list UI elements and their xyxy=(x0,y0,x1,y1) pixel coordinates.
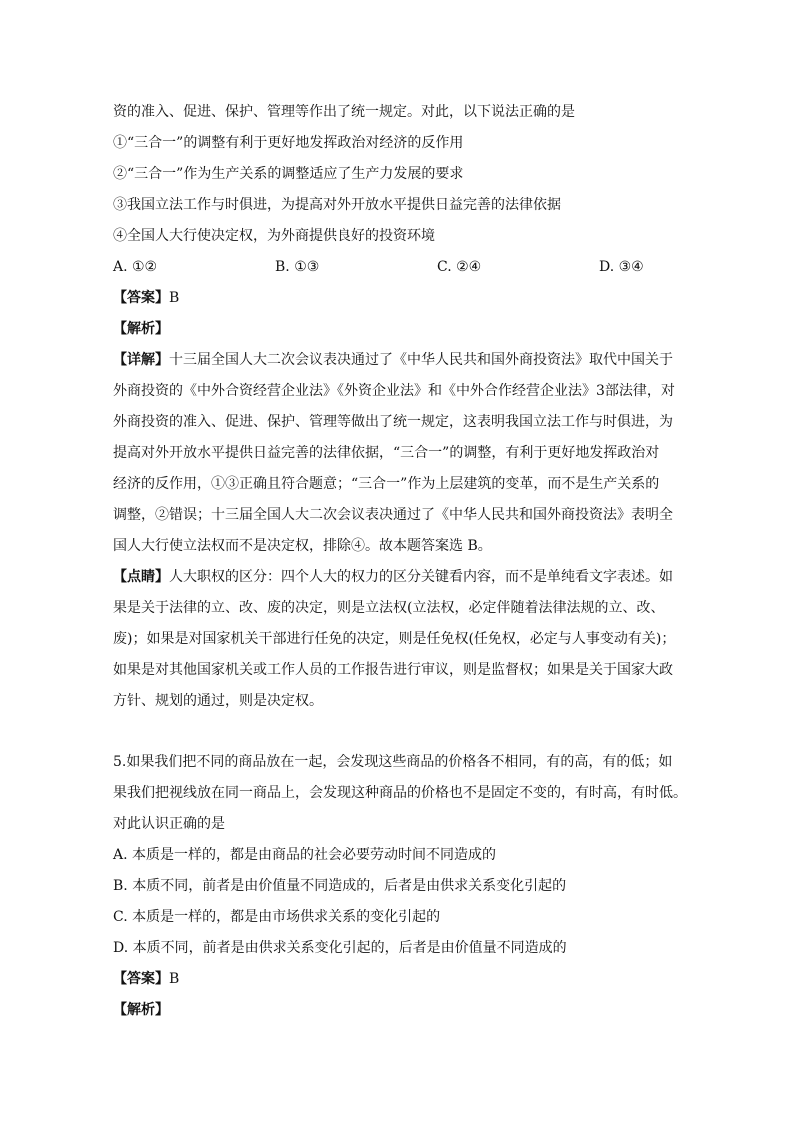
answer-value: B xyxy=(169,971,180,987)
q4-option-b: B. ①③ xyxy=(275,259,320,275)
tip-label: 【点睛】 xyxy=(113,569,169,585)
q4-item-3: ③我国立法工作与时俱进，为提高对外开放水平提供日益完善的法律依据 xyxy=(113,197,561,213)
answer-label: 【答案】 xyxy=(113,290,169,306)
q4-item-4: ④全国人大行使决定权，为外商提供良好的投资环境 xyxy=(113,228,435,244)
q4-detail-line-7: 国人大行使立法权而不是决定权，排除④。故本题答案选 B。 xyxy=(113,538,492,554)
q5-stem-line-2: 果我们把视线放在同一商品上，会发现这种商品的价格也不是固定不变的，有时高，有时低。 xyxy=(113,785,687,801)
q4-tip-line-5: 方针、规划的通过，则是决定权。 xyxy=(113,693,323,709)
detail-label: 【详解】 xyxy=(113,352,169,368)
q4-tip-line-4: 如果是对其他国家机关或工作人员的工作报告进行审议，则是监督权；如果是关于国家大政 xyxy=(113,662,673,678)
q4-tip-line-2: 果是关于法律的立、改、废的决定，则是立法权(立法权，必定伴随着法律法规的立、改、 xyxy=(113,600,665,616)
q4-item-2: ②“三合一”作为生产关系的调整适应了生产力发展的要求 xyxy=(113,166,464,182)
answer-label: 【答案】 xyxy=(113,971,169,987)
q5-option-a: A. 本质是一样的，都是由商品的社会必要劳动时间不同造成的 xyxy=(113,847,497,863)
q4-option-a: A. ①② xyxy=(113,259,158,275)
q5-stem-line-1: 5.如果我们把不同的商品放在一起，会发现这些商品的价格各不相同，有的高，有的低；如 xyxy=(113,754,673,770)
q5-option-b: B. 本质不同，前者是由价值量不同造成的，后者是由供求关系变化引起的 xyxy=(113,878,567,894)
q4-detail-line-2: 外商投资的《中外合资经营企业法》《外资企业法》和《中外合作经营企业法》3部法律，对 xyxy=(113,383,675,399)
q5-answer xyxy=(113,969,179,989)
q4-detail-line-1 xyxy=(113,350,673,370)
detail-text: 十三届全国人大二次会议表决通过了《中华人民共和国外商投资法》取代中国关于 xyxy=(169,352,673,368)
q5-option-d: D. 本质不同，前者是由供求关系变化引起的，后者是由价值量不同造成的 xyxy=(113,940,567,956)
q4-stem-tail: 资的准入、促进、保护、管理等作出了统一规定。对此，以下说法正确的是 xyxy=(113,104,575,120)
q5-analysis-label: 【解析】 xyxy=(113,1002,169,1018)
q4-detail-line-4: 提高对外开放水平提供日益完善的法律依据，“三合一”的调整，有利于更好地发挥政治对 xyxy=(113,445,660,461)
q5-stem-line-3: 对此认识正确的是 xyxy=(113,816,225,832)
q4-detail-line-3: 外商投资的准入、促进、保护、管理等做出了统一规定，这表明我国立法工作与时俱进，为 xyxy=(113,414,673,430)
q4-detail-line-5: 经济的反作用，①③正确且符合题意；“三合一”作为上层建筑的变革，而不是生产关系的 xyxy=(113,476,660,492)
q4-option-c: C. ②④ xyxy=(437,259,482,275)
q4-analysis-label: 【解析】 xyxy=(113,321,169,337)
q4-option-d: D. ③④ xyxy=(599,259,644,275)
q5-option-c: C. 本质是一样的，都是由市场供求关系的变化引起的 xyxy=(113,909,441,925)
q4-item-1: ①“三合一”的调整有利于更好地发挥政治对经济的反作用 xyxy=(113,135,464,151)
q4-answer xyxy=(113,288,179,308)
q4-tip-line-3: 废)；如果是对国家机关干部进行任免的决定，则是任免权(任免权，必定与人事变动有关)； xyxy=(113,631,676,647)
answer-value: B xyxy=(169,290,180,306)
q4-detail-line-6: 调整，②错误；十三届全国人大二次会议表决通过了《中华人民共和国外商投资法》表明全 xyxy=(113,507,673,523)
q4-tip-line-1 xyxy=(113,567,673,587)
tip-text: 人大职权的区分：四个人大的权力的区分关键看内容，而不是单纯看文字表述。如 xyxy=(169,569,673,585)
